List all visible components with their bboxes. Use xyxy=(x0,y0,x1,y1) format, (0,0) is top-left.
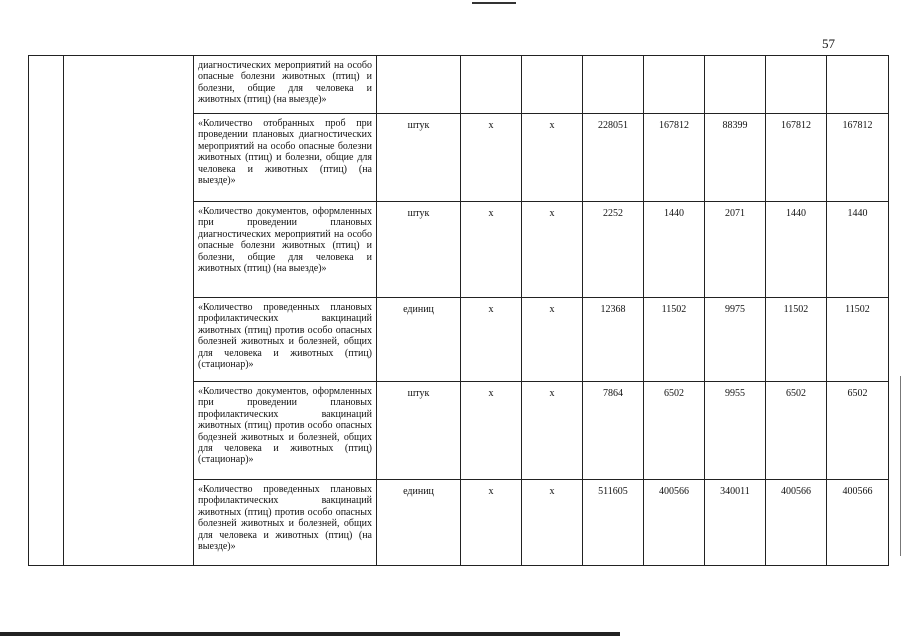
mark-cell: х xyxy=(461,298,522,382)
top-divider-line xyxy=(472,2,516,4)
value-cell xyxy=(766,56,827,114)
unit-cell: штук xyxy=(377,382,461,480)
row-name-cell xyxy=(64,56,194,566)
unit-cell: единиц xyxy=(377,298,461,382)
value-cell: 400566 xyxy=(644,480,705,566)
mark-cell: х xyxy=(522,114,583,202)
unit-cell: единиц xyxy=(377,480,461,566)
indicator-description: «Количество документов, оформленных при проведении плановых профилактических вакцинаций животных (птиц) против особо опасных бодезней животных и болезней, общих для человека и животных (птиц) (стационар)» xyxy=(194,382,377,480)
value-cell: 11502 xyxy=(766,298,827,382)
value-cell: 1440 xyxy=(766,202,827,298)
value-cell: 2252 xyxy=(583,202,644,298)
value-cell: 2071 xyxy=(705,202,766,298)
value-cell: 340011 xyxy=(705,480,766,566)
scan-bottom-edge xyxy=(0,632,620,636)
mark-cell: х xyxy=(522,480,583,566)
indicator-description: «Количество проведенных плановых профилактических вакцинаций животных (птиц) против особо опасных болезней животных и болезней, общих для человека и животных (птиц) (стационар)» xyxy=(194,298,377,382)
mark-cell: х xyxy=(461,382,522,480)
page-number: 57 xyxy=(822,36,835,51)
value-cell: 167812 xyxy=(827,114,889,202)
indicator-description: «Количество отобранных проб при проведении плановых диагностических мероприятий на особо опасные болезни животных (птиц) и болезни, общие для человека и животных (птиц) (на выезде)» xyxy=(194,114,377,202)
value-cell xyxy=(705,56,766,114)
mark-cell: х xyxy=(522,382,583,480)
row-number-cell xyxy=(29,56,64,566)
indicator-table xyxy=(28,55,889,566)
value-cell: 228051 xyxy=(583,114,644,202)
indicator-description: «Количество документов, оформленных при проведении плановых диагностических мероприятий на особо опасные болезни животных (птиц) и болезни, общие для человека и животных (птиц) (на выезде)» xyxy=(194,202,377,298)
value-cell: 167812 xyxy=(644,114,705,202)
value-cell: 400566 xyxy=(827,480,889,566)
value-cell xyxy=(644,56,705,114)
value-cell xyxy=(827,56,889,114)
indicator-description: диагностических мероприятий на особо опасные болезни животных (птиц) и болезни, общие для человека и животных (птиц) (на выезде)» xyxy=(194,56,377,114)
unit-cell xyxy=(377,56,461,114)
mark-cell: х xyxy=(461,480,522,566)
mark-cell xyxy=(461,56,522,114)
value-cell: 9955 xyxy=(705,382,766,480)
value-cell xyxy=(583,56,644,114)
value-cell: 12368 xyxy=(583,298,644,382)
value-cell: 11502 xyxy=(827,298,889,382)
unit-cell: штук xyxy=(377,202,461,298)
value-cell: 1440 xyxy=(827,202,889,298)
mark-cell: х xyxy=(522,202,583,298)
indicator-description: «Количество проведенных плановых профилактических вакцинаций животных (птиц) против особо опасных болезней животных и болезней, общих для человека и животных (птиц) (на выезде)» xyxy=(194,480,377,566)
value-cell: 1440 xyxy=(644,202,705,298)
value-cell: 6502 xyxy=(644,382,705,480)
value-cell: 400566 xyxy=(766,480,827,566)
mark-cell: х xyxy=(461,202,522,298)
value-cell: 9975 xyxy=(705,298,766,382)
mark-cell: х xyxy=(522,298,583,382)
value-cell: 11502 xyxy=(644,298,705,382)
value-cell: 6502 xyxy=(827,382,889,480)
scan-edge-line xyxy=(900,376,901,556)
value-cell: 88399 xyxy=(705,114,766,202)
unit-cell: штук xyxy=(377,114,461,202)
value-cell: 6502 xyxy=(766,382,827,480)
value-cell: 7864 xyxy=(583,382,644,480)
value-cell: 511605 xyxy=(583,480,644,566)
mark-cell xyxy=(522,56,583,114)
mark-cell: х xyxy=(461,114,522,202)
value-cell: 167812 xyxy=(766,114,827,202)
table-row xyxy=(29,56,889,114)
